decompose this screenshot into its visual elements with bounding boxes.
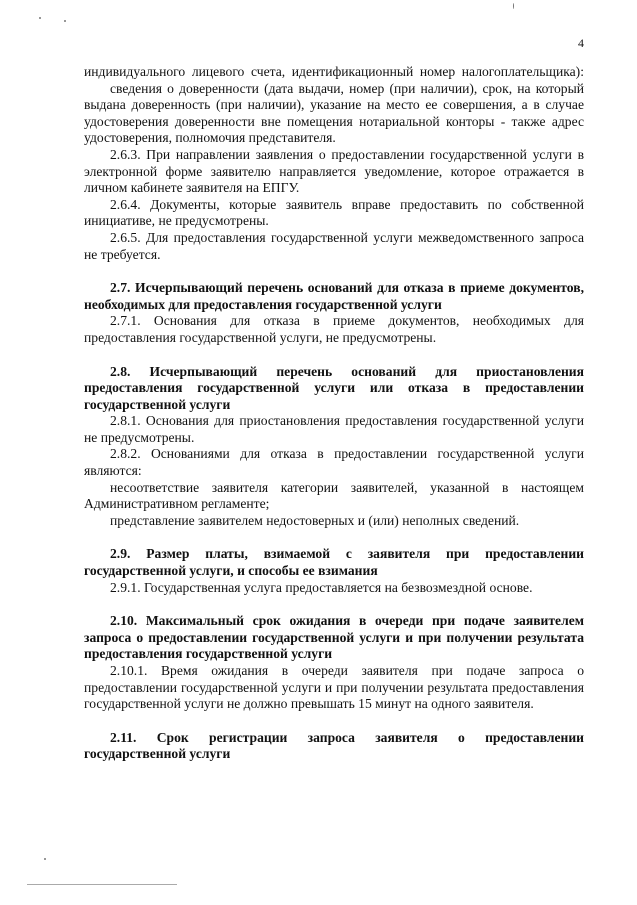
- paragraph-non-compliance: несоответствие заявителя категории заявителей, указанной в настоящем Административном регламенте;: [84, 479, 584, 512]
- paragraph-2-6-4: 2.6.4. Документы, которые заявитель вправе предоставить по собственной инициативе, не предусмотрены.: [84, 196, 584, 229]
- paragraph-2-8-1: 2.8.1. Основания для приостановления предоставления государственной услуги не предусмотрены.: [84, 413, 584, 445]
- paragraph-false-info: представление заявителем недостоверных и (или) неполных сведений.: [110, 512, 520, 528]
- paragraph-2-10-1: 2.10.1. Время ожидания в очереди заявителя при подаче запроса о предоставлении государственной услуги и при получении результата предоставления государственной услуги не должно превышать 15 минут на одного заявителя.: [84, 663, 584, 712]
- paragraph-2-9-1: 2.9.1. Государственная услуга предоставляется на безвозмездной основе.: [110, 579, 533, 595]
- document-body: [84, 64, 584, 763]
- heading-2-10: 2.10. Максимальный срок ожидания в очереди при подаче заявителем запроса о предоставлении государственной услуги и при получении результата предоставления государственной услуги: [84, 613, 584, 662]
- paragraph-2-6-5: 2.6.5. Для предоставления государственной услуги межведомственного запроса не требуется.: [84, 229, 584, 262]
- heading-2-7: 2.7. Исчерпывающий перечень оснований для отказа в приеме документов, необходимых для предоставления государственной услуги: [84, 280, 584, 312]
- paragraph-2-6-3: 2.6.3. При направлении заявления о предоставлении государственной услуги в электронной форме заявителю направляется уведомление, которое отражается в личном кабинете заявителя на ЕПГУ.: [84, 146, 584, 196]
- heading-2-9: 2.9. Размер платы, взимаемой с заявителя при предоставлении государственной услуги, и способы ее взимания: [84, 546, 584, 579]
- page-number: 4: [578, 36, 584, 50]
- paragraph-taxpayer: индивидуального лицевого счета, идентификационный номер налогоплательщика):: [84, 64, 584, 79]
- paragraph-2-7-1: 2.7.1. Основания для отказа в приеме документов, необходимых для предоставления государственной услуги, не предусмотрены.: [84, 313, 584, 345]
- paragraph-power-of-attorney: сведения о доверенности (дата выдачи, номер (при наличии), срок, на который выдана доверенность (при наличии), указание на место ее совершения, а в случае удостоверения доверенности вне помещения нотариальной конторы - также адрес удостоверения, полномочия представителя.: [84, 80, 584, 146]
- heading-2-8: 2.8. Исчерпывающий перечень оснований для приостановления предоставления государственной услуги или отказа в предоставлении государственной услуги: [84, 363, 584, 412]
- paragraph-2-8-2: 2.8.2. Основаниями для отказа в предоставлении государственной услуги являются:: [84, 446, 584, 479]
- heading-2-11: 2.11. Срок регистрации запроса заявителя о предоставлении государственной услуги: [84, 729, 584, 762]
